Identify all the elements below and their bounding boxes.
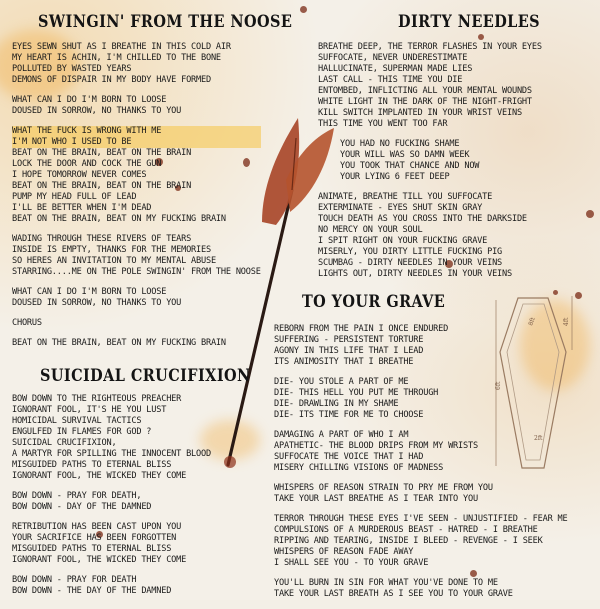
lyric-line: BEAT ON THE BRAIN, BEAT ON THE BRAIN [12,148,192,158]
lyric-line: YOU'LL BURN IN SIN FOR WHAT YOU'VE DONE TO ME [274,578,498,588]
lyric-line: IGNORANT FOOL, THE WICKED THEY COME [12,555,187,565]
lyric-line: I'LL BE BETTER WHEN I'M DEAD [12,203,152,213]
lyric-line: BOW DOWN - PRAY FOR DEATH [12,575,137,585]
lyric-line: YOUR SACRIFICE HAS BEEN FORGOTTEN [12,533,177,543]
lyric-line: HOMICIDAL SURVIVAL TACTICS [12,416,142,426]
lyric-line: RIPPING AND TEARING, INSIDE I BLEED - REVENGE - I SEEK [274,536,543,546]
lyric-line: LAST CALL - THIS TIME YOU DIE [318,75,463,85]
stanza [274,483,567,505]
song-title: SUICIDAL CRUCIFIXION [40,366,251,386]
stanza [318,42,542,130]
stanza [274,324,567,368]
lyric-line: COMPULSIONS OF A MURDEROUS BEAST - HATRED - I BREATHE [274,525,538,535]
lyric-line: EYES SEWN SHUT AS I BREATHE IN THIS COLD AIR [12,42,231,52]
lyric-line: BEAT ON THE BRAIN, BEAT ON MY FUCKING BRAIN [12,338,226,348]
lyric-line: LOCK THE DOOR AND COCK THE GUN [12,159,162,169]
stanza [318,139,542,183]
lyric-line: BOW DOWN - DAY OF THE DAMNED [12,502,152,512]
song-title-grave [302,292,470,312]
lyric-line: WHISPERS OF REASON FADE AWAY [274,547,414,557]
stanza [12,394,211,482]
lyric-line: ITS ANIMOSITY THAT I BREATHE [274,357,414,367]
lyric-line: STARRING....ME ON THE POLE SWINGIN' FROM THE NOOSE [12,267,261,277]
lyric-line: MY HEART IS ACHIN, I'M CHILLED TO THE BONE [12,53,221,63]
lyric-line: AGONY IN THIS LIFE THAT I LEAD [274,346,424,356]
lyric-line: THIS TIME YOU WENT TOO FAR [318,119,448,129]
stanza [12,491,211,513]
lyric-line: APATHETIC- THE BLOOD DRIPS FROM MY WRISTS [274,441,478,451]
lyric-line: YOUR WILL WAS SO DAMN WEEK [340,150,470,160]
lyric-line: EXTERMINATE - EYES SHUT SKIN GRAY [318,203,483,213]
lyric-line: ENTOMBED, INFLICTING ALL YOUR MENTAL WOUNDS [318,86,532,96]
lyric-line: I HOPE TOMORROW NEVER COMES [12,170,147,180]
stanza [12,318,261,329]
lyric-line: MISERLY, YOU DIRTY LITTLE FUCKING PIG [318,247,503,257]
lyric-line: HALLUCINATE, SUPERMAN MADE LIES [318,64,473,74]
song-title: DIRTY NEEDLES [398,12,541,32]
lyric-line: WHAT THE FUCK IS WRONG WITH ME [12,126,261,137]
lyric-line: TOUCH DEATH AS YOU CROSS INTO THE DARKSIDE [318,214,527,224]
stanza [12,126,261,225]
lyric-line: REBORN FROM THE PAIN I ONCE ENDURED [274,324,449,334]
lyrics-suicidal [12,394,211,606]
song-title-needles [398,12,565,32]
stanza [12,287,261,309]
lyric-line: I SHALL SEE YOU - TO YOUR GRAVE [274,558,429,568]
lyric-line: DEMONS OF DISPAIR IN MY BODY HAVE FORMED [12,75,211,85]
dimension-label: 6ft [495,381,502,390]
lyrics-needles [318,42,542,289]
lyric-line: SO HERES AN INVITATION TO MY MENTAL ABUSE [12,256,216,266]
stanza [318,192,542,280]
lyric-line: WHITE LIGHT IN THE DARK OF THE NIGHT-FRIGHT [318,97,532,107]
stanza [12,575,211,597]
lyric-line: WHAT CAN I DO I'M BORN TO LOOSE [12,95,167,105]
stanza [274,578,567,600]
lyric-line: CHORUS [12,318,42,328]
arrow-blood-tip [224,456,236,468]
lyric-line: DIE- YOU STOLE A PART OF ME [274,377,409,387]
stanza [274,514,567,569]
lyric-line: DIE- THIS HELL YOU PUT ME THROUGH [274,388,439,398]
lyric-line: SUFFOCATE, NEVER UNDERESTIMATE [318,53,468,63]
lyric-line: TERROR THROUGH THESE EYES I'VE SEEN - UNJUSTIFIED - FEAR ME [274,514,568,524]
dimension-label: 4ft [563,317,570,326]
lyric-line: BEAT ON THE BRAIN, BEAT ON THE BRAIN [12,181,192,191]
stanza [12,338,261,349]
lyric-line: NO MERCY ON YOUR SOUL [318,225,423,235]
lyric-line: SUFFERING - PERSISTENT TORTURE [274,335,424,345]
lyric-line: I'M NOT WHO I USED TO BE [12,137,261,148]
lyrics-grave [274,324,567,609]
lyric-line: BEAT ON THE BRAIN, BEAT ON MY FUCKING BRAIN [12,214,226,224]
lyric-line: DOUSED IN SORROW, NO THANKS TO YOU [12,298,182,308]
lyric-line: BOW DOWN - PRAY FOR DEATH, [12,491,142,501]
song-title: TO YOUR GRAVE [302,292,446,312]
lyric-line: YOU TOOK THAT CHANCE AND NOW [340,161,480,171]
lyric-line: BREATHE DEEP, THE TERROR FLASHES IN YOUR EYES [318,42,542,52]
lyric-line: DOUSED IN SORROW, NO THANKS TO YOU [12,106,182,116]
stanza [12,95,261,117]
lyric-line: POLLUTED BY WASTED YEARS [12,64,132,74]
lyric-line: YOUR LYING 6 FEET DEEP [340,172,450,182]
stanza [12,234,261,278]
lyric-line: IGNORANT FOOL, THE WICKED THEY COME [12,471,187,481]
lyric-line: WHISPERS OF REASON STRAIN TO PRY ME FROM YOU [274,483,493,493]
lyric-line: SUICIDAL CRUCIFIXION, [12,438,117,448]
lyric-line: KILL SWITCH IMPLANTED IN YOUR WRIST VEINS [318,108,522,118]
lyric-line: I SPIT RIGHT ON YOUR FUCKING GRAVE [318,236,488,246]
song-title: SWINGIN' FROM THE NOOSE [38,12,293,32]
lyric-line: MISGUIDED PATHS TO ETERNAL BLISS [12,544,172,554]
song-title-swingin [38,12,337,32]
stanza [12,522,211,566]
lyric-line: DIE- ITS TIME FOR ME TO CHOOSE [274,410,424,420]
lyric-line: INSIDE IS EMPTY, THANKS FOR THE MEMORIES [12,245,211,255]
lyric-line: PUMP MY HEAD FULL OF LEAD [12,192,137,202]
lyric-line: TAKE YOUR LAST BREATHE AS I TEAR INTO YOU [274,494,478,504]
dimension-label: 2ft [534,435,543,442]
lyric-line: RETRIBUTION HAS BEEN CAST UPON YOU [12,522,182,532]
lyric-line: WHAT CAN I DO I'M BORN TO LOOSE [12,287,167,297]
stanza [274,377,567,421]
lyric-line: MISERY CHILLING VISIONS OF MADNESS [274,463,444,473]
lyric-line: DIE- DRAWLING IN MY SHAME [274,399,399,409]
lyric-line: MISGUIDED PATHS TO ETERNAL BLISS [12,460,172,470]
lyric-line: SUFFOCATE THE VOICE THAT I HAD [274,452,424,462]
lyric-line: BOW DOWN TO THE RIGHTEOUS PREACHER [12,394,182,404]
lyric-line: ENGULFED IN FLAMES FOR GOD ? [12,427,152,437]
lyric-line: WADING THROUGH THESE RIVERS OF TEARS [12,234,192,244]
lyrics-swingin [12,42,261,358]
song-title-suicidal [40,366,288,386]
stanza [274,430,567,474]
lyric-line: BOW DOWN - THE DAY OF THE DAMNED [12,586,172,596]
lyric-line: DAMAGING A PART OF WHO I AM [274,430,409,440]
lyric-line: LIGHTS OUT, DIRTY NEEDLES IN YOUR VEINS [318,269,512,279]
lyric-line: A MARTYR FOR SPILLING THE INNOCENT BLOOD [12,449,211,459]
lyric-line: SCUMBAG - DIRTY NEEDLES IN YOUR VEINS [318,258,503,268]
lyric-line: ANIMATE, BREATHE TILL YOU SUFFOCATE [318,192,493,202]
lyric-line: TAKE YOUR LAST BREATH AS I SEE YOU TO YOUR GRAVE [274,589,513,599]
lyric-line: YOU HAD NO FUCKING SHAME [340,139,460,149]
stanza [12,42,261,86]
lyric-line: IGNORANT FOOL, IT'S HE YOU LUST [12,405,167,415]
dimension-label: 8ft [527,316,537,327]
